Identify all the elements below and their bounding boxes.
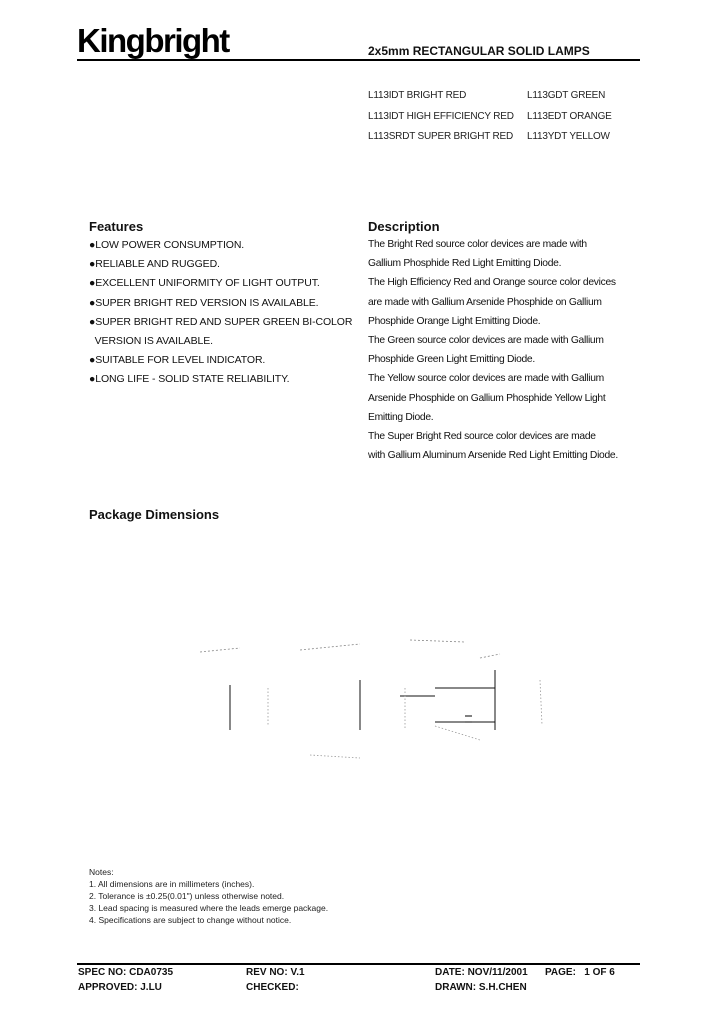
description-line: Phosphide Orange Light Emitting Diode.	[368, 315, 541, 327]
description-line: The Bright Red source color devices are made with	[368, 239, 587, 250]
checked-by: CHECKED:	[246, 982, 299, 993]
footer-rule	[77, 963, 640, 965]
page-number: PAGE: 1 OF 6	[545, 967, 615, 978]
part-list-left	[368, 90, 514, 152]
description-line: The Green source color devices are made with Gallium	[368, 334, 604, 346]
description-line: The Super Bright Red source color devices are made	[368, 430, 596, 442]
feature-item: ●SUPER BRIGHT RED VERSION IS AVAILABLE.	[89, 296, 319, 309]
brand-logo: Kingbright	[77, 22, 229, 59]
approved-by: APPROVED: J.LU	[78, 982, 162, 993]
feature-item: ●SUITABLE FOR LEVEL INDICATOR.	[89, 354, 266, 367]
drawn-by: DRAWN: S.H.CHEN	[435, 982, 527, 993]
feature-item: ●SUPER BRIGHT RED AND SUPER GREEN BI-COLOR	[89, 315, 353, 328]
note-item: 3. Lead spacing is measured where the leads emerge package.	[89, 903, 329, 913]
part-list-right	[527, 90, 612, 152]
description-heading: Description	[368, 219, 440, 234]
note-item: 1. All dimensions are in millimeters (inches).	[89, 879, 255, 889]
part-number: L113IDT BRIGHT RED	[368, 90, 467, 101]
notes-heading: Notes:	[89, 867, 114, 877]
part-number: L113YDT YELLOW	[527, 131, 610, 142]
description-line: Arsenide Phosphide on Gallium Phosphide Yellow Light	[368, 392, 606, 404]
description-line: The Yellow source color devices are made with Gallium	[368, 373, 604, 385]
feature-item: VERSION IS AVAILABLE.	[89, 334, 213, 347]
part-number: L113GDT GREEN	[527, 90, 606, 101]
part-number: L113IDT HIGH EFFICIENCY RED	[368, 110, 514, 122]
description-line: The High Efficiency Red and Orange source color devices	[368, 277, 616, 289]
part-number: L113EDT ORANGE	[527, 110, 612, 122]
part-number: L113SRDT SUPER BRIGHT RED	[368, 131, 514, 142]
feature-item: ●LOW POWER CONSUMPTION.	[89, 239, 245, 251]
package-drawing	[190, 630, 560, 770]
features-list	[89, 239, 352, 393]
note-item: 2. Tolerance is ±0.25(0.01") unless otherwise noted.	[89, 891, 285, 901]
feature-item: ●EXCELLENT UNIFORMITY OF LIGHT OUTPUT.	[89, 277, 320, 290]
description-line: with Gallium Aluminum Arsenide Red Light Emitting Diode.	[368, 450, 618, 462]
feature-item: ●RELIABLE AND RUGGED.	[89, 258, 220, 271]
package-heading: Package Dimensions	[89, 507, 220, 522]
feature-item: ●LONG LIFE - SOLID STATE RELIABILITY.	[89, 373, 290, 386]
notes-block	[89, 867, 328, 927]
document-title: 2x5mm RECTANGULAR SOLID LAMPS	[368, 44, 590, 58]
description-line: Emitting Diode.	[368, 411, 434, 423]
revision-number: REV NO: V.1	[246, 967, 305, 978]
note-item: 4. Specifications are subject to change without notice.	[89, 915, 292, 925]
spec-number: SPEC NO: CDA0735	[78, 967, 174, 978]
features-heading: Features	[89, 219, 144, 234]
description-line: are made with Gallium Arsenide Phosphide on Gallium	[368, 296, 602, 308]
description-text	[368, 239, 618, 469]
document-date: DATE: NOV/11/2001	[435, 967, 528, 978]
description-line: Phosphide Green Light Emitting Diode.	[368, 354, 535, 366]
description-line: Gallium Phosphide Red Light Emitting Diode.	[368, 258, 562, 270]
header-rule	[77, 59, 640, 61]
